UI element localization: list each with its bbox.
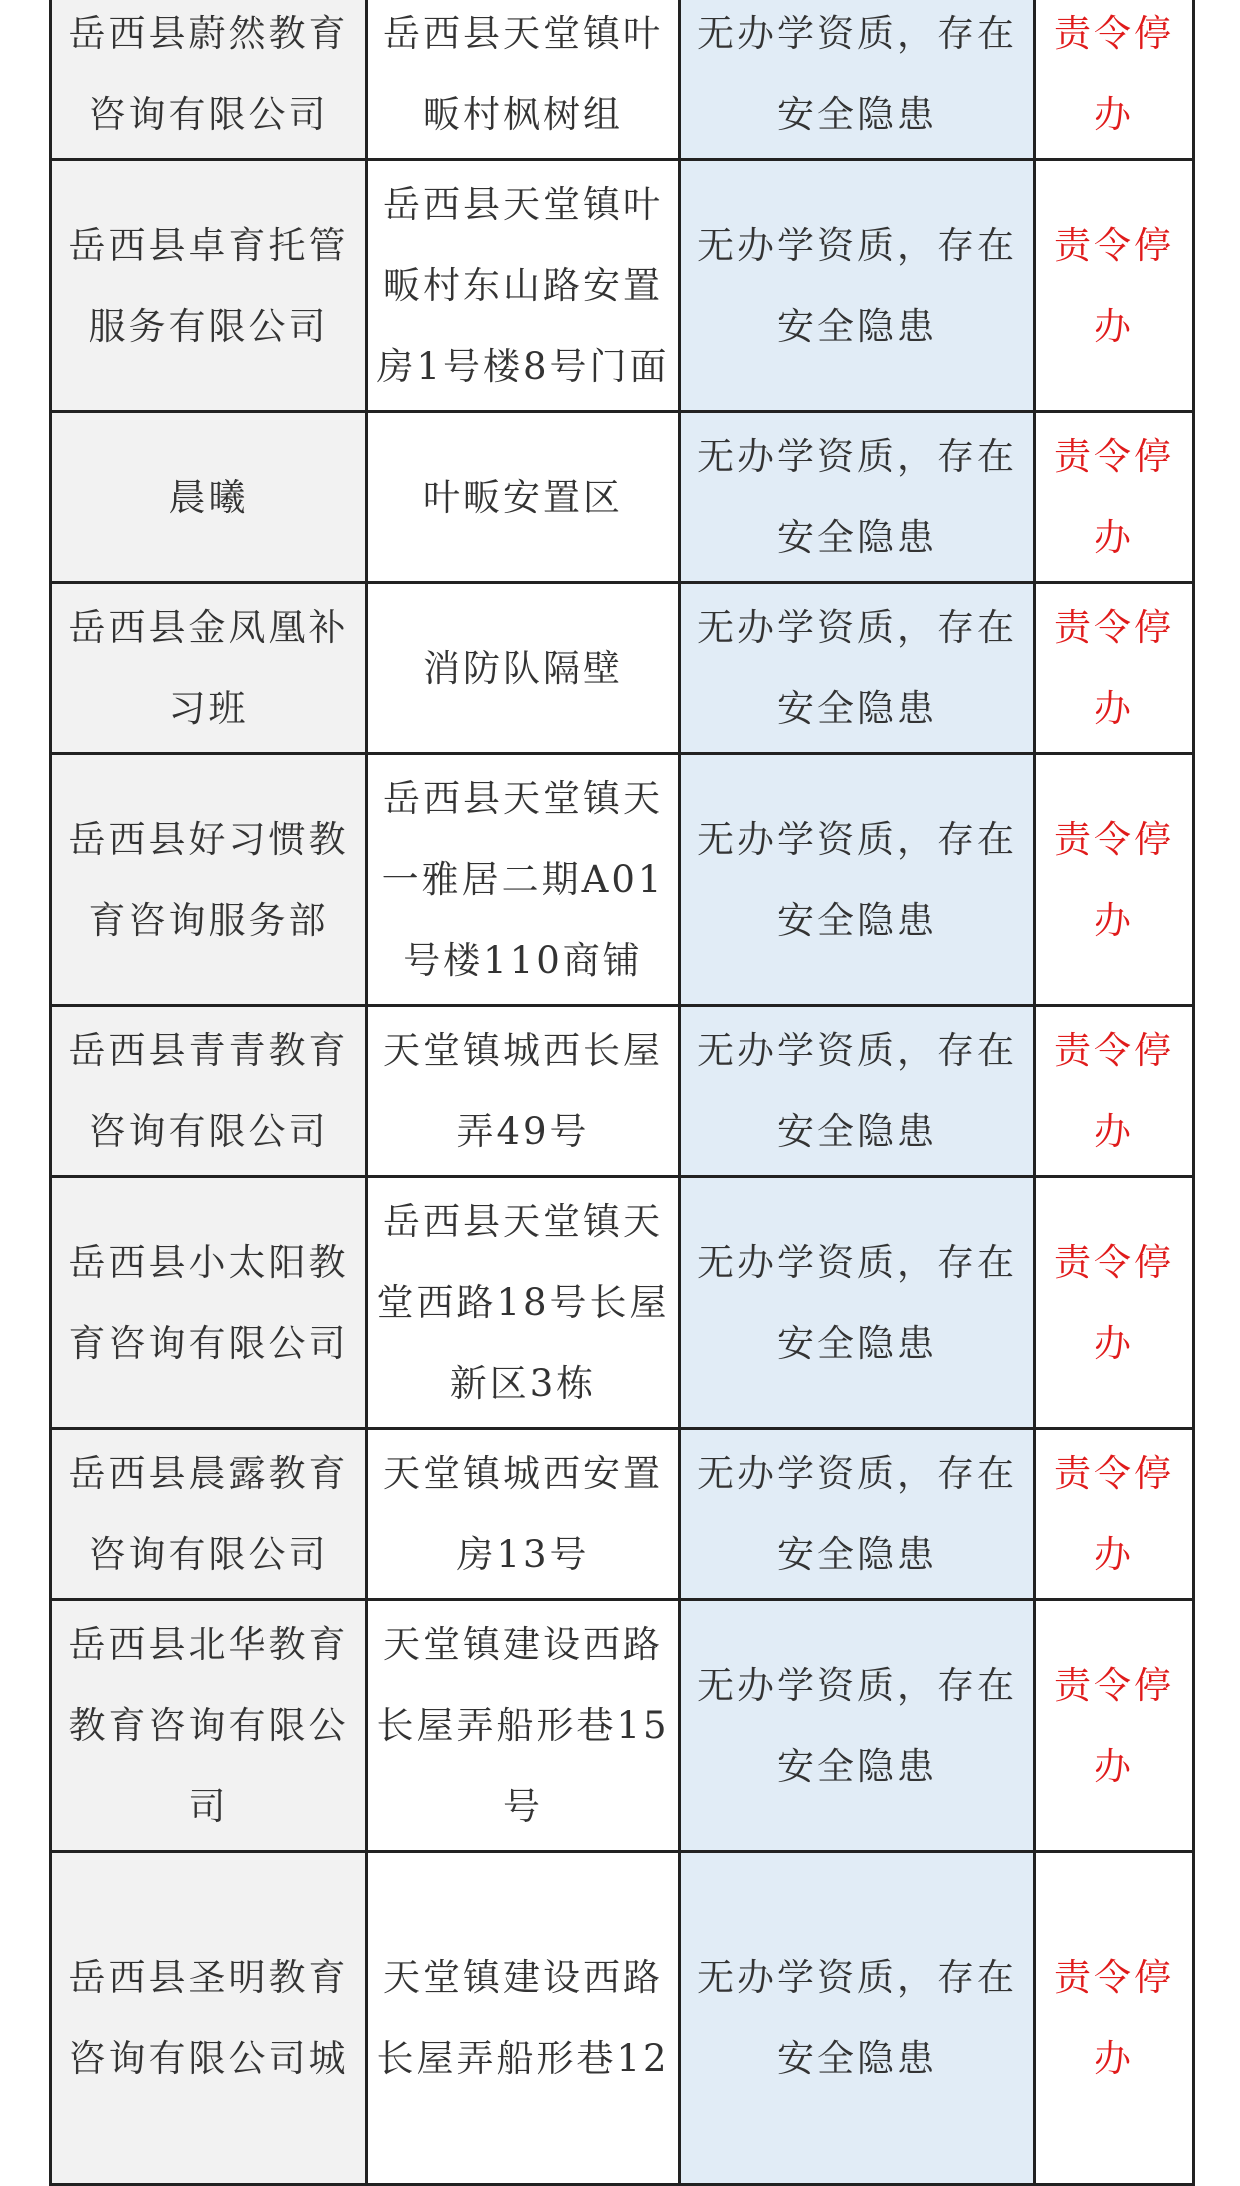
table-row <box>51 1177 1194 1429</box>
issue-cell: 无办学资质，存在安全隐患 <box>680 0 1035 160</box>
issue-cell: 无办学资质，存在安全隐患 <box>680 583 1035 754</box>
issue-cell: 无办学资质，存在安全隐患 <box>680 754 1035 1006</box>
issue-cell: 无办学资质，存在安全隐患 <box>680 1006 1035 1177</box>
issue-cell: 无办学资质，存在安全隐患 <box>680 1852 1035 2185</box>
address-cell: 天堂镇城西安置房13号 <box>367 1429 680 1600</box>
table-row <box>51 754 1194 1006</box>
institution-name-cell: 岳西县卓育托管服务有限公司 <box>51 160 367 412</box>
table-row <box>51 1429 1194 1600</box>
address-cell: 天堂镇建设西路长屋弄船形巷15号 <box>367 1600 680 1852</box>
issue-cell: 无办学资质，存在安全隐患 <box>680 1429 1035 1600</box>
action-cell: 责令停办 <box>1035 160 1194 412</box>
issue-cell: 无办学资质，存在安全隐患 <box>680 1600 1035 1852</box>
institution-name-cell: 岳西县青青教育咨询有限公司 <box>51 1006 367 1177</box>
address-cell: 天堂镇城西长屋弄49号 <box>367 1006 680 1177</box>
institution-name-cell: 岳西县北华教育教育咨询有限公司 <box>51 1600 367 1852</box>
institution-name-cell: 岳西县金凤凰补习班 <box>51 583 367 754</box>
action-cell: 责令停办 <box>1035 1177 1194 1429</box>
institution-name-cell: 岳西县小太阳教育咨询有限公司 <box>51 1177 367 1429</box>
table-row <box>51 160 1194 412</box>
action-cell: 责令停办 <box>1035 1852 1194 2185</box>
unlicensed-institutions-table <box>49 0 1195 2186</box>
issue-cell: 无办学资质，存在安全隐患 <box>680 1177 1035 1429</box>
action-cell: 责令停办 <box>1035 412 1194 583</box>
address-cell: 岳西县天堂镇天堂西路18号长屋新区3栋 <box>367 1177 680 1429</box>
action-cell: 责令停办 <box>1035 1006 1194 1177</box>
action-cell: 责令停办 <box>1035 754 1194 1006</box>
table-row <box>51 0 1194 160</box>
institution-name-cell: 晨曦 <box>51 412 367 583</box>
address-cell: 岳西县天堂镇叶畈村东山路安置房1号楼8号门面 <box>367 160 680 412</box>
issue-cell: 无办学资质，存在安全隐患 <box>680 412 1035 583</box>
table-row <box>51 583 1194 754</box>
table-row <box>51 1600 1194 1852</box>
table-row <box>51 1006 1194 1177</box>
table-row <box>51 412 1194 583</box>
enforcement-table-container <box>49 0 1192 2186</box>
action-cell: 责令停办 <box>1035 0 1194 160</box>
institution-name-cell: 岳西县晨露教育咨询有限公司 <box>51 1429 367 1600</box>
address-cell: 岳西县天堂镇叶畈村枫树组 <box>367 0 680 160</box>
issue-cell: 无办学资质，存在安全隐患 <box>680 160 1035 412</box>
action-cell: 责令停办 <box>1035 583 1194 754</box>
address-cell: 天堂镇建设西路长屋弄船形巷12 <box>367 1852 680 2185</box>
action-cell: 责令停办 <box>1035 1600 1194 1852</box>
address-cell: 消防队隔壁 <box>367 583 680 754</box>
address-cell: 叶畈安置区 <box>367 412 680 583</box>
action-cell: 责令停办 <box>1035 1429 1194 1600</box>
institution-name-cell: 岳西县好习惯教育咨询服务部 <box>51 754 367 1006</box>
institution-name-cell: 岳西县蔚然教育咨询有限公司 <box>51 0 367 160</box>
address-cell: 岳西县天堂镇天一雅居二期A01号楼110商铺 <box>367 754 680 1006</box>
institution-name-cell: 岳西县圣明教育咨询有限公司城 <box>51 1852 367 2185</box>
table-row <box>51 1852 1194 2185</box>
